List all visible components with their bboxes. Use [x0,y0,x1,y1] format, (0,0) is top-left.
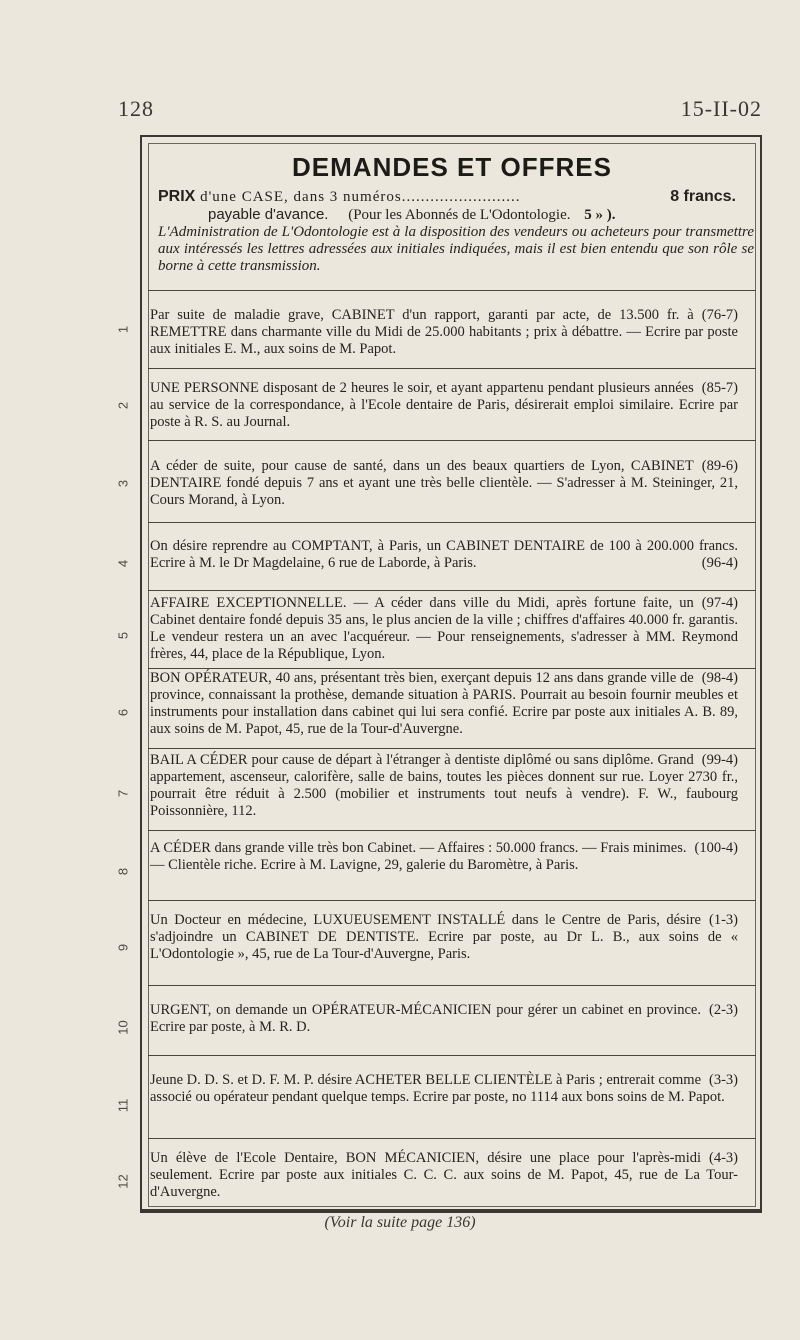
ad-ref: (4-3) [709,1150,738,1166]
ad-3 [150,458,738,509]
ad-number: 11 [115,1098,131,1113]
ad-text: BAIL A CÉDER pour cause de départ à l'étranger à dentiste diplômé ou sans diplôme. Grand appartement, ascenseur, calorifère, salle de bains, toutes les pièces donnent sur rue. Loyer 2730 fr., pourrait être réduit à 2.500 (mobilier et instruments tout neufs à vendre). F. W., faubourg Poissonnière, 112. [150,752,738,819]
ad-ref: (2-3) [709,1002,738,1018]
ad-12 [150,1150,738,1201]
ad-ref: (97-4) [701,595,738,611]
ad-ref: (99-4) [701,752,738,768]
ad-number: 5 [115,631,131,640]
ad-9 [150,912,738,963]
price-line-2 [158,206,754,224]
price-label: PRIX [158,188,196,205]
ad-number: 8 [115,867,131,876]
ad-11 [150,1072,738,1106]
ad-7 [150,752,738,820]
section-title: DEMANDES ET OFFRES [292,152,612,182]
ad-text: A CÉDER dans grande ville très bon Cabinet. — Affaires : 50.000 francs. — Frais minimes. — Clientèle riche. Ecrire à M. Lavigne, 29, galerie du Baromètre, à Paris. [150,840,687,873]
ad-ref: (100-4) [694,840,738,856]
bottom-rule [140,1209,762,1211]
ad-text: Un élève de l'Ecole Dentaire, BON MÉCANICIEN, désire une place pour l'après-midi seulement. Ecrire par poste aux initiales C. C. C. aux soins de M. Papot, 45, rue de La Tour-d'Auvergne. [150,1150,738,1200]
ad-number: 12 [115,1174,131,1189]
ad-2 [150,380,738,431]
ad-4 [150,538,738,572]
separator [148,985,756,986]
ad-number: 4 [115,559,131,568]
ad-number: 1 [115,325,131,334]
subscriber-note: (Pour les Abonnés de L'Odontologie. [348,207,571,223]
ad-text: Un Docteur en médecine, LUXUEUSEMENT INSTALLÉ dans le Centre de Paris, désire s'adjoindre un CABINET DE DENTISTE. Ecrire par poste, au Dr L. B., aux soins de « L'Odontologie », 45, rue de La Tour-d'Auvergne, Paris. [150,912,738,962]
payable-text: payable d'avance. [208,206,329,223]
ad-ref: (96-4) [701,555,738,571]
ad-text: BON OPÉRATEUR, 40 ans, présentant très bien, exerçant depuis 12 ans dans grande ville de province, connaissant la prothèse, demande situation à PARIS. Pourrait au besoin fournir meubles et instruments pour installation dans cabinet qui lui sera confié. Ecrire par poste aux initiales A. B. 89, aux soins de M. Papot, 45, rue de la Tour-d'Auvergne. [150,670,738,737]
ad-text: UNE PERSONNE disposant de 2 heures le soir, et ayant appartenu pendant plusieurs années au service de la correspondance, à l'Ecole dentaire de Paris, désirerait emploi similaire. Ecrire par poste à R. S. au Journal. [150,380,738,430]
administration-note: L'Administration de L'Odontologie est à la disposition des vendeurs ou acheteurs pour transmettre aux intéressés les lettres adressées aux initiales indiquées, mais il est bien entendu que son rôle se borne à cette transmission. [158,224,754,274]
issue-date: 15-II-02 [680,96,762,121]
separator [148,522,756,523]
separator [148,290,756,291]
ad-text: On désire reprendre au COMPTANT, à Paris, un CABINET DENTAIRE de 100 à 200.000 francs. Ecrire à M. le Dr Magdelaine, 6 rue de Laborde, à Paris. [150,538,738,571]
separator [148,668,756,669]
ad-number: 7 [115,789,131,798]
separator [148,1055,756,1056]
price-subscriber: 5 » ). [584,207,616,223]
ad-number: 6 [115,708,131,717]
ad-8 [150,840,738,874]
ad-text: AFFAIRE EXCEPTIONNELLE. — A céder dans ville du Midi, après fortune faite, un Cabinet dentaire fondé depuis 35 ans, le plus ancien de la ville ; chiffres d'affaires 40.000 fr. garantis. Le vendeur restera un an avec l'acquéreur. — Pour renseignements, s'adresser à MM. Reymond frères, 44, place de la République, Lyon. [150,595,738,662]
ad-ref: (76-7) [701,307,738,323]
separator [148,590,756,591]
separator [148,748,756,749]
separator [148,440,756,441]
ad-number: 3 [115,479,131,488]
ad-5 [150,595,738,663]
ad-number: 10 [115,1020,131,1035]
ad-6 [150,670,738,738]
ad-number: 9 [115,943,131,952]
page-number: 128 [118,96,154,121]
ad-10 [150,1002,738,1036]
ad-text: Par suite de maladie grave, CABINET d'un rapport, garanti par acte, de 13.500 fr. à REMETTRE dans charmante ville du Midi de 25.000 habitants ; prix à débattre. — Ecrire par poste aux initiales E. M., aux soins de M. Papot. [150,307,738,357]
ad-1 [150,307,738,358]
ad-ref: (89-6) [701,458,738,474]
ad-text: URGENT, on demande un OPÉRATEUR-MÉCANICIEN pour gérer un cabinet en province. Ecrire par poste, à M. R. D. [150,1002,701,1035]
ad-number: 2 [115,401,131,410]
separator [148,900,756,901]
ad-ref: (1-3) [709,912,738,928]
separator [148,830,756,831]
ad-ref: (3-3) [709,1072,738,1088]
separator [148,1138,756,1139]
continuation-note: (Voir la suite page 136) [324,1214,476,1231]
ad-text: Jeune D. D. S. et D. F. M. P. désire ACHETER BELLE CLIENTÈLE à Paris ; entrerait comme associé ou opérateur pendant quelque temps. Ecrire par poste, no 1114 aux bons soins de M. Papot. [150,1072,725,1105]
ad-ref: (85-7) [701,380,738,396]
ad-ref: (98-4) [701,670,738,686]
price-case: 8 francs. [670,188,736,205]
price-line-1-text: d'une CASE, dans 3 numéros......................... [195,189,521,205]
ad-text: A céder de suite, pour cause de santé, dans un des beaux quartiers de Lyon, CABINET DENTAIRE fondé depuis 7 ans et ayant une très belle clientèle. — S'adresser à M. Steininger, 21, Cours Morand, à Lyon. [150,458,738,508]
separator [148,368,756,369]
price-line-1 [158,188,754,206]
